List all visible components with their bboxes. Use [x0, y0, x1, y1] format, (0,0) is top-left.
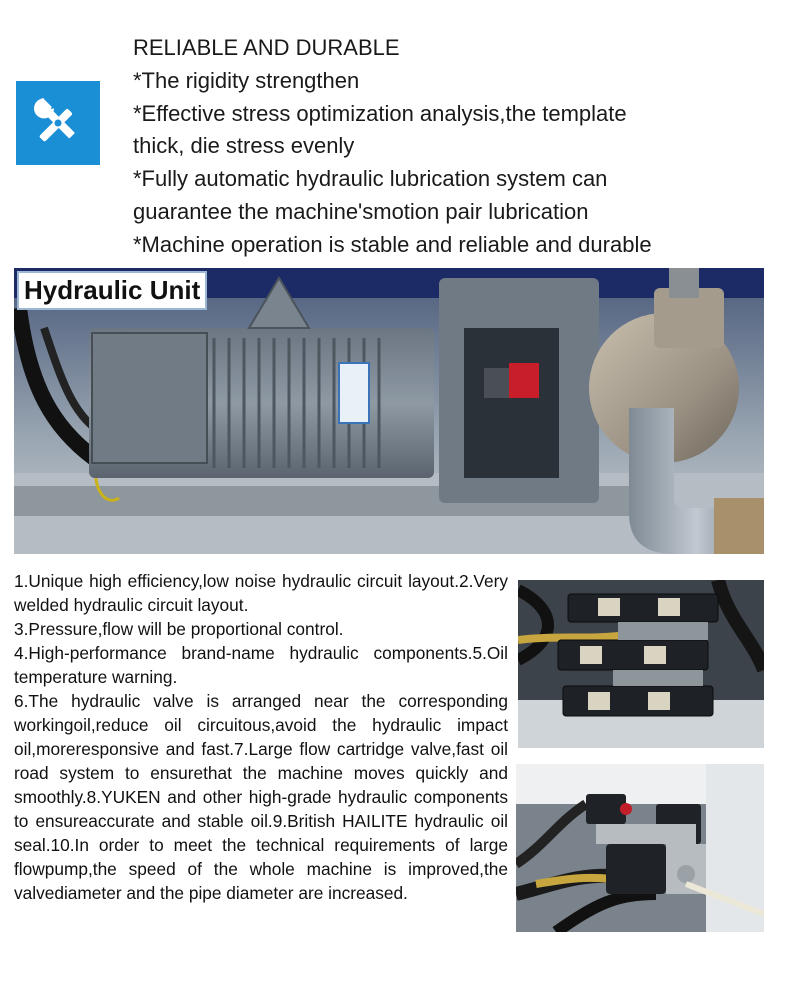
- feature-paragraph: 1.Unique high efficiency,low noise hydraulic circuit layout.2.Very welded hydraulic circuit layout.: [14, 571, 508, 615]
- intro-line: *Effective stress optimization analysis,the template: [133, 100, 627, 126]
- valve-block-photo: [518, 580, 764, 748]
- intro-line: guarantee the machine'smotion pair lubrication: [133, 198, 589, 224]
- feature-paragraph: 3.Pressure,flow will be proportional control.: [14, 619, 344, 639]
- intro-line: thick, die stress evenly: [133, 133, 355, 159]
- hero-label: Hydraulic Unit: [17, 271, 207, 310]
- intro-line: *Fully automatic hydraulic lubrication system can: [133, 166, 608, 192]
- intro-title: RELIABLE AND DURABLE: [133, 35, 400, 60]
- feature-paragraph: 6.The hydraulic valve is arranged near the corresponding workingoil,reduce oil circuitous,avoid the hydraulic impact oil,moreresponsive and fast.7.Large flow cartridge valve,fast oil road system to ensurethat the machine moves quickly and smoothly.8.YUKEN and other high-grade hydraulic components to ensureaccurate and stable oil.9.British HAILITE hydraulic oil seal.10.In order to meet the technical requirements of large flowpump,the speed of the whole machine is improved,the valvediameter and the pipe diameter are increased.: [14, 691, 508, 903]
- tools-icon: [16, 81, 100, 165]
- features-text: [14, 569, 508, 905]
- hydraulic-unit-photo: [14, 268, 764, 554]
- feature-paragraph: 4.High-performance brand-name hydraulic components.5.Oil temperature warning.: [14, 643, 508, 687]
- hydraulic-manifold-photo: [516, 764, 764, 932]
- intro-line: *Machine operation is stable and reliable and durable: [133, 231, 652, 257]
- intro-block: [133, 32, 773, 262]
- intro-line: *The rigidity strengthen: [133, 67, 360, 93]
